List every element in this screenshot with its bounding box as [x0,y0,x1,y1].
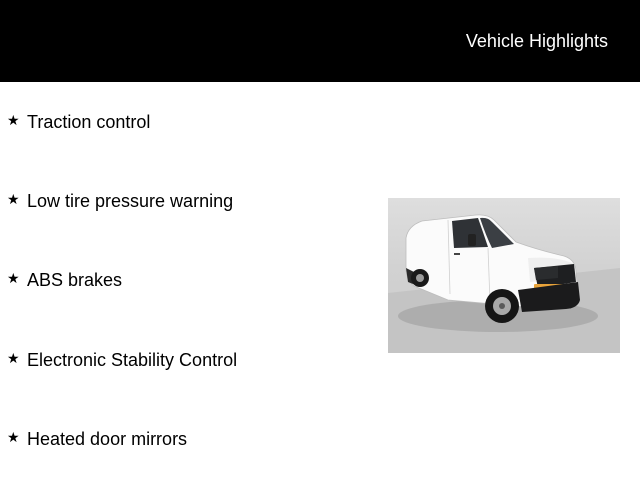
feature-label: Low tire pressure warning [27,191,234,211]
list-item [7,111,150,133]
star-icon: ★ [7,429,20,445]
feature-label: Heated door mirrors [27,429,188,449]
star-icon: ★ [7,350,20,366]
list-item [7,349,237,371]
star-icon: ★ [7,191,20,207]
page-title: Vehicle Highlights [465,31,608,51]
list-item [7,269,122,291]
feature-label: Electronic Stability Control [27,350,238,370]
list-item [7,428,187,450]
feature-label: ABS brakes [27,270,123,290]
vehicle-photo [388,198,620,353]
star-icon: ★ [7,112,20,128]
star-icon: ★ [7,270,20,286]
header-bar [0,0,640,82]
list-item [7,190,233,212]
feature-label: Traction control [27,112,151,132]
van-image [388,198,620,353]
